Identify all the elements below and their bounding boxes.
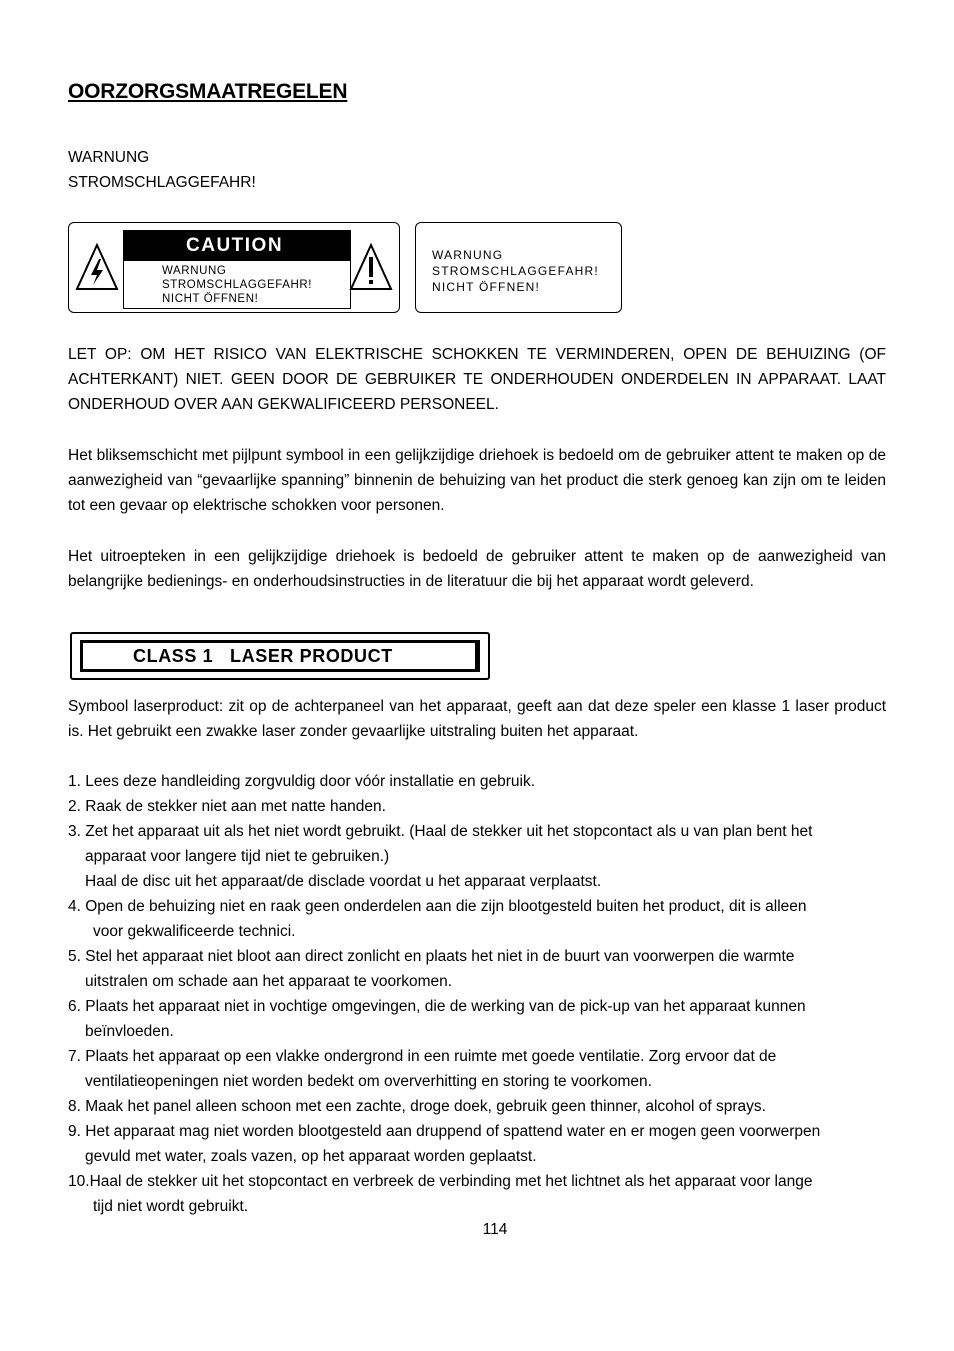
list-item	[68, 894, 886, 944]
list-item-continuation: Haal de disc uit het apparaat/de disclade voordat u het apparaat verplaatst.	[85, 873, 602, 890]
warning-line-1: WARNUNG	[68, 149, 150, 166]
list-item	[68, 1119, 886, 1169]
exclamation-triangle-icon	[349, 243, 393, 293]
list-item-number: 8.	[68, 1098, 81, 1115]
list-item-text: Open de behuizing niet en raak geen onderdelen aan die zijn blootgesteld buiten het product, dit is alleen	[85, 898, 807, 915]
list-item-number: 6.	[68, 998, 81, 1015]
laser-symbol-paragraph: Symbool laserproduct: zit op de achterpaneel van het apparaat, geeft aan dat deze speler een klasse 1 laser product is. Het gebruikt een zwakke laser zonder gevaarlijke uitstraling buiten het apparaat.	[68, 698, 886, 740]
laser-product-text: CLASS 1 LASER PRODUCT	[80, 640, 480, 672]
list-item-text: Plaats het apparaat niet in vochtige omgevingen, die de werking van de pick-up van het apparaat kunnen	[85, 998, 806, 1015]
let-op-paragraph: LET OP: OM HET RISICO VAN ELEKTRISCHE SCHOKKEN TE VERMINDEREN, OPEN DE BEHUIZING (OF ACHTERKANT) NIET. GEEN DOOR DE GEBRUIKER TE ONDERHOUDEN ONDERDELEN IN APPARAAT. LAAT ONDERHOUD OVER AAN GEKWALIFICEERD PERSONEEL.	[68, 346, 886, 413]
list-item-text: Raak de stekker niet aan met natte handen.	[85, 798, 386, 815]
laser-product-label	[70, 632, 490, 680]
caution-text	[124, 261, 350, 306]
warnung-line-2: STROMSCHLAGGEFAHR!	[432, 264, 599, 278]
list-item	[68, 819, 886, 894]
list-item-number: 1.	[68, 773, 81, 790]
list-item	[68, 1044, 886, 1094]
lightning-symbol-paragraph: Het bliksemschicht met pijlpunt symbool in een gelijkzijdige driehoek is bedoeld om de gebruiker attent te maken op de aanwezigheid van “gevaarlijke spanning” binnenin de behuizing van het product die sterk genoeg kan zijn om te leiden tot een gevaar op elektrische schokken voor personen.	[68, 447, 886, 514]
list-item-number: 9.	[68, 1123, 81, 1140]
page-number: 114	[482, 1221, 508, 1238]
list-item	[68, 1094, 886, 1119]
list-item-number: 3.	[68, 823, 81, 840]
caution-line-2: STROMSCHLAGGEFAHR!	[162, 279, 313, 291]
caution-line-1: WARNUNG	[162, 265, 227, 277]
list-item-text: Het apparaat mag niet worden blootgesteld aan druppend of spattend water en er mogen geen voorwerpen	[85, 1123, 821, 1140]
warnung-text	[432, 247, 599, 295]
list-item-text: Zet het apparaat uit als het niet wordt gebruikt. (Haal de stekker uit het stopcontact als u van plan bent het	[85, 823, 813, 840]
list-item	[68, 794, 886, 819]
lightning-triangle-icon	[75, 243, 119, 293]
list-item-number: 10.	[68, 1173, 90, 1190]
page-title: OORZORGSMAATREGELEN	[68, 80, 348, 103]
list-item-text: Haal de stekker uit het stopcontact en verbreek de verbinding met het lichtnet als het apparaat voor lange	[89, 1173, 813, 1190]
list-item-number: 4.	[68, 898, 81, 915]
warnung-line-1: WARNUNG	[432, 248, 504, 262]
caution-heading: CAUTION	[124, 231, 350, 261]
warning-line-2: STROMSCHLAGGEFAHR!	[68, 174, 256, 191]
list-item-number: 5.	[68, 948, 81, 965]
exclamation-symbol-paragraph: Het uitroepteken in een gelijkzijdige driehoek is bedoeld de gebruiker attent te maken op de aanwezigheid van belangrijke bedienings- en onderhoudsinstructies in de literatuur die bij het apparaat wordt geleverd.	[68, 548, 886, 590]
list-item-number: 7.	[68, 1048, 81, 1065]
list-item-continuation: tijd niet wordt gebruikt.	[93, 1198, 249, 1215]
list-item	[68, 769, 886, 794]
list-item	[68, 994, 886, 1044]
list-item-number: 2.	[68, 798, 81, 815]
warnung-line-3: NICHT ÖFFNEN!	[432, 280, 541, 294]
list-item-continuation: gevuld met water, zoals vazen, op het apparaat worden geplaatst.	[85, 1148, 537, 1165]
list-item-continuation: voor gekwalificeerde technici.	[93, 923, 296, 940]
caution-panel	[123, 230, 351, 309]
list-item-continuation: beïnvloeden.	[85, 1023, 174, 1040]
list-item	[68, 1169, 886, 1219]
warnung-label	[415, 222, 622, 313]
list-item-text: Plaats het apparaat op een vlakke ondergrond in een ruimte met goede ventilatie. Zorg ervoor dat de	[85, 1048, 777, 1065]
list-item	[68, 944, 886, 994]
list-item-text: Lees deze handleiding zorgvuldig door vóór installatie en gebruik.	[85, 773, 536, 790]
caution-label	[68, 222, 400, 313]
list-item-continuation: uitstralen om schade aan het apparaat te voorkomen.	[85, 973, 453, 990]
instruction-list	[68, 769, 886, 1219]
list-item-text: Stel het apparaat niet bloot aan direct zonlicht en plaats het niet in de buurt van voorwerpen die warmte	[85, 948, 795, 965]
list-item-continuation: apparaat voor langere tijd niet te gebruiken.)	[85, 848, 390, 865]
warning-header	[68, 145, 256, 195]
caution-line-3: NICHT ÖFFNEN!	[162, 293, 259, 305]
list-item-continuation: ventilatieopeningen niet worden bedekt om oververhitting en storing te voorkomen.	[85, 1073, 652, 1090]
list-item-text: Maak het panel alleen schoon met een zachte, droge doek, gebruik geen thinner, alcohol of sprays.	[85, 1098, 766, 1115]
